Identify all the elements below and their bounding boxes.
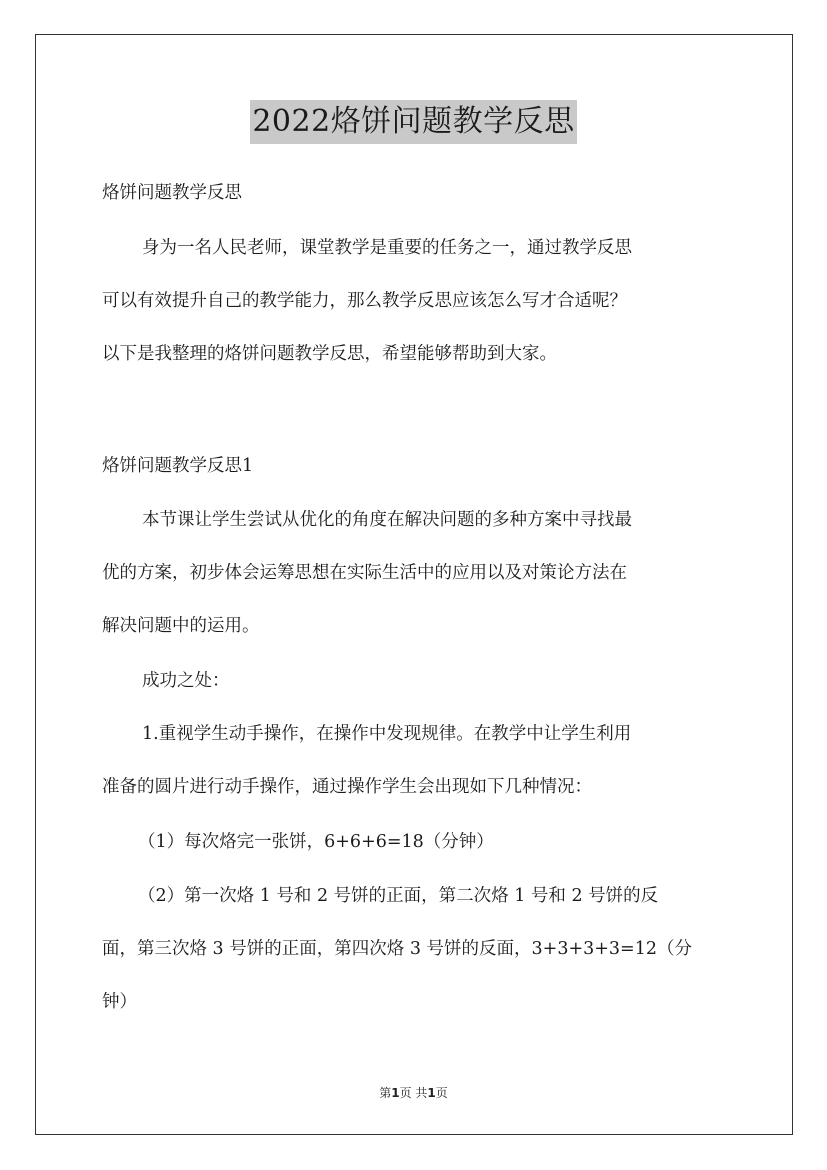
section1-line-3: 解决问题中的运用。	[102, 616, 260, 636]
total-pages: 1	[427, 1086, 436, 1100]
subtitle: 烙饼问题教学反思	[102, 183, 242, 203]
section1-line-1: 本节课让学生尝试从优化的角度在解决问题的多种方案中寻找最	[142, 510, 632, 530]
point1-line-1: 1.重视学生动手操作，在操作中发现规律。在教学中让学生利用	[142, 724, 632, 744]
success-label: 成功之处：	[142, 671, 230, 691]
point1-line-2: 准备的圆片进行动手操作，通过操作学生会出现如下几种情况：	[102, 777, 592, 797]
intro-line-2: 可以有效提升自己的教学能力，那么教学反思应该怎么写才合适呢？	[102, 291, 627, 311]
section1-heading: 烙饼问题教学反思1	[102, 456, 254, 476]
case2-line-1: （2）第一次烙 1 号和 2 号饼的正面，第二次烙 1 号和 2 号饼的反	[138, 886, 659, 906]
section1-line-2: 优的方案，初步体会运筹思想在实际生活中的应用以及对策论方法在	[102, 563, 627, 583]
document-title: 2022烙饼问题教学反思	[250, 100, 576, 144]
case2-line-2: 面，第三次烙 3 号饼的正面，第四次烙 3 号饼的反面，3+3+3+3=12（分	[102, 939, 692, 959]
intro-line-3: 以下是我整理的烙饼问题教学反思，希望能够帮助到大家。	[102, 344, 557, 364]
case2-line-3: 钟）	[102, 992, 137, 1012]
intro-line-1: 身为一名人民老师，课堂教学是重要的任务之一，通过教学反思	[142, 238, 632, 258]
title-container	[0, 100, 827, 144]
case1-line: （1）每次烙完一张饼，6+6+6=18（分钟）	[138, 832, 494, 852]
page-footer: 第1页 共1页	[379, 1086, 448, 1100]
current-page: 1	[391, 1086, 400, 1100]
